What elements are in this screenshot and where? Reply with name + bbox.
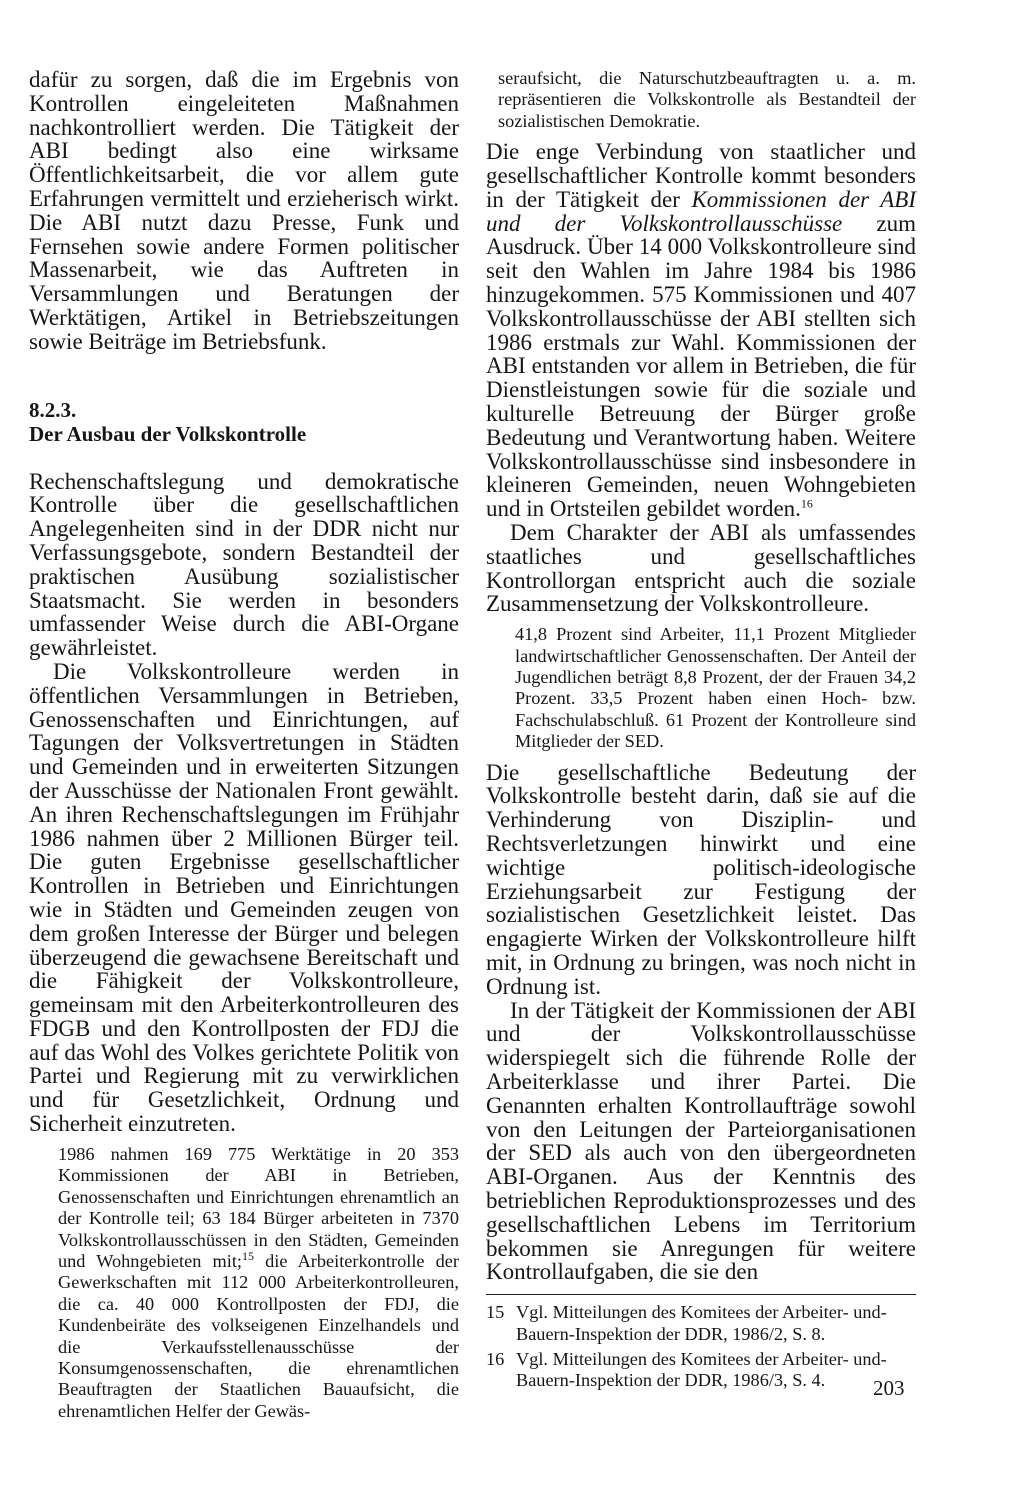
paragraph: Die Volkskontrolleure werden in öffentlichen Versammlungen in Betrieben, Genossenschaften und Einrichtungen, auf Tagungen der Volksvertretungen in Städten und Gemeinden und in erweiterten Sitzungen der Ausschüsse der Nationalen Front gewählt. An ihren Rechenschaftslegungen im Frühjahr 1986 nahmen über 2 Millionen Bürger teil. Die guten Ergebnisse gesellschaftlicher Kontrollen in Betrieben und Einrichtungen wie in Städten und Gemeinden zeugen von dem großen Interesse der Bürger und belegen überzeugend die gewachsene Bereitschaft und die Fähigkeit der Volkskontrolleure, gemeinsam mit den Arbeiterkontrolleuren des FDGB und den Kontrollposten der FDJ die auf das Wohl des Volkes gerichtete Politik von Partei und Regierung mit zu verwirklichen und für Gesetzlichkeit, Ordnung und Sicherheit einzutreten. <box>29 658 459 1137</box>
emphasis-text: Kommissionen der ABI und der Volkskontrollausschüsse <box>486 186 916 236</box>
footnote <box>486 1349 916 1392</box>
paragraph: Dem Charakter der ABI als umfassendes staatliches und gesellschaftliches Kontrollorgan entspricht auch die soziale Zusammensetzung der Volkskontrolleure. <box>486 519 916 617</box>
text: zum Ausdruck. Über 14 000 Volkskontrolleure sind seit den Wahlen im Jahre 1984 bis 1986 hinzugekommen. 575 Kommissionen und 407 Volkskontrollausschüsse der ABI stellten sich 1986 erstmals zur Wahl. Kommissionen der ABI entstanden vor allem in Betrieben, die für Dienstleistungen sowie für die soziale und kulturelle Betreuung der Bürger große Bedeutung und Verantwortung haben. Weitere Volkskontrollausschüsse sind insbesondere in kleineren Gemeinden, neuen Wohngebieten und in Ortsteilen gebildet worden. <box>486 210 916 522</box>
left-column <box>29 68 459 1422</box>
paragraph: In der Tätigkeit der Kommissionen der ABI und der Volkskontrollausschüsse widerspiegelt sich die führende Rolle der Arbeiterklasse und ihrer Partei. Die Genannten erhalten Kontrollaufträge sowohl von den Leitungen der Parteiorganisationen der SED als auch von den übergeordneten ABI-Organen. Aus der Kenntnis des betrieblichen Reproduktionsprozesses und des gesellschaftlichen Lebens im Territorium bekommen sie Anregungen für weitere Kontrollaufgaben, die sie den <box>486 997 916 1285</box>
small-text: 1986 nahmen 169 775 Werktätige in 20 353 Kommissionen der ABI in Betrieben, Genossenschaften und Einrichtungen ehrenamtlich an der Kontrolle teil; 63 184 Bürger arbeiteten in 7370 Volkskontrollausschüssen in den Städten, Gemeinden und Wohngebieten mit; <box>58 1143 459 1271</box>
paragraph <box>486 140 916 521</box>
footnote-text: Vgl. Mitteilungen des Komitees der Arbeiter- und-Bauern-Inspektion der DDR, 1986/2, S. 8. <box>516 1302 887 1344</box>
section-title: Der Ausbau der Volkskontrolle <box>29 421 307 446</box>
small-print-continuation: seraufsicht, die Naturschutzbeauftragten u. a. m. repräsentieren die Volkskontrolle als Bestandteil der sozialistischen Demokratie. <box>498 68 916 131</box>
paragraph: Die gesellschaftliche Bedeutung der Volkskontrolle besteht darin, daß sie auf die Verhinderung von Disziplin- und Rechtsverletzungen hinwirkt und eine wichtige politisch-ideologische Erziehungsarbeit zur Festigung der sozialistischen Gesetzlichkeit leistet. Das engagierte Wirken der Volkskontrolleure hilft mit, in Ordnung zu bringen, was noch nicht in Ordnung ist. <box>486 759 916 999</box>
paragraph: dafür zu sorgen, daß die im Ergebnis von Kontrollen eingeleiteten Maßnahmen nachkontrolliert werden. Die Tätigkeit der ABI bedingt also eine wirksame Öffentlichkeitsarbeit, die vor allem gute Erfahrungen vermittelt und erzieherisch wirkt. Die ABI nutzt dazu Presse, Funk und Fernsehen sowie andere Formen politischer Massenarbeit, wie das Auftreten in Versammlungen und Beratungen der Werktätigen, Artikel in Betriebszeitungen sowie Beiträge im Betriebsfunk. <box>29 67 459 354</box>
footnote-ref-16: 16 <box>800 496 813 511</box>
right-column <box>486 68 916 1396</box>
footnote-number: 15 <box>486 1302 505 1323</box>
footnote-ref-15: 15 <box>241 1248 254 1263</box>
small-print-block <box>58 1144 459 1422</box>
footnote-text: Vgl. Mitteilungen des Komitees der Arbeiter- und-Bauern-Inspektion der DDR, 1986/3, S. 4. <box>516 1348 887 1391</box>
footnote <box>486 1302 916 1345</box>
footnote-number: 16 <box>486 1348 505 1369</box>
text: Die enge Verbindung von staatlicher und gesellschaftlicher Kontrolle kommt besonders in der Tätigkeit der <box>486 139 916 212</box>
page-number: 203 <box>873 1376 905 1400</box>
small-text: die Arbeiterkontrolle der Gewerkschaften mit 112 000 Arbeiterkontrolleuren, die ca. 40 000 Kontrollposten der FDJ, die Kundenbeiräte des volkseigenen Einzelhandels und die Verkaufsstellenausschüsse der Konsumgenossenschaften, die ehrenamtlichen Beauftragten der Staatlichen Bauaufsicht, die ehrenamtlichen Helfer der Gewäs- <box>58 1250 459 1421</box>
small-print-block: 41,8 Prozent sind Arbeiter, 11,1 Prozent Mitglieder landwirtschaftlicher Genossenschaften. Der Anteil der Jugendlichen beträgt 8,8 Prozent, der der Frauen 34,2 Prozent. 33,5 Prozent haben einen Hoch- bzw. Fachschulabschluß. 61 Prozent der Kontrolleure sind Mitglieder der SED. <box>515 624 916 752</box>
paragraph: Rechenschaftslegung und demokratische Kontrolle über die gesellschaftlichen Angelegenheiten sind in der DDR nicht nur Verfassungsgebote, sondern Bestandteil der praktischen Ausübung sozialistischer Staatsmacht. Sie werden in besonders umfassender Weise durch die ABI-Organe gewährleistet. <box>29 468 459 661</box>
footnote-divider <box>486 1294 916 1295</box>
section-number: 8.2.3. <box>29 397 77 422</box>
